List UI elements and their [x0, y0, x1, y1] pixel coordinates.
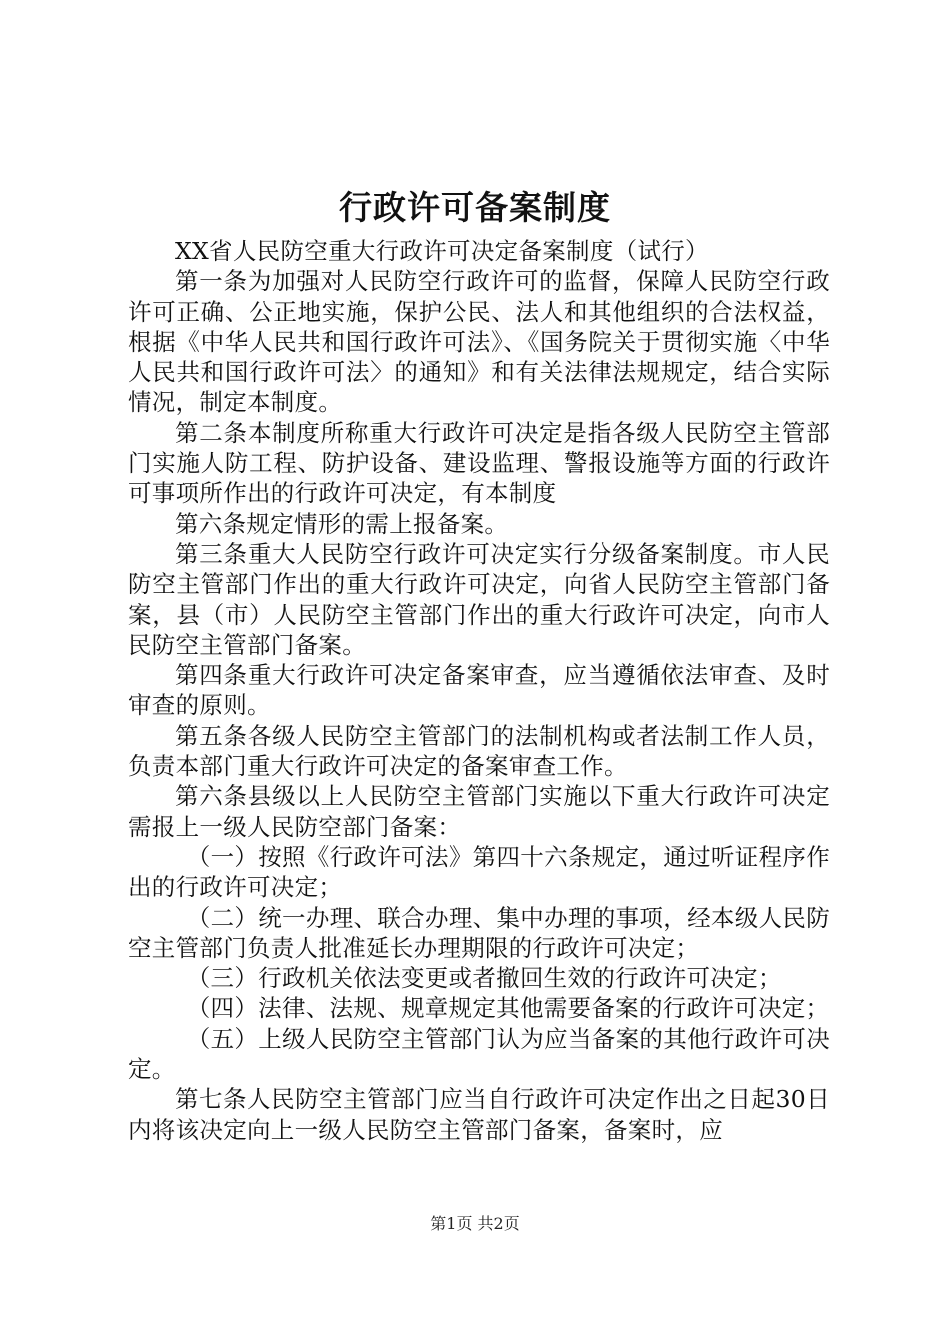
article-6-item-3: （三）行政机关依法变更或者撤回生效的行政许可决定；: [186, 964, 782, 993]
article-7-paragraph: 第七条人民防空主管部门应当自行政许可决定作出之日起30日内将该决定向上一级人民防空主管部门备案，备案时，应: [128, 1085, 830, 1144]
article-4-paragraph: 第四条重大行政许可决定备案审查，应当遵循依法审查、及时审查的原则。: [128, 661, 830, 720]
article-6-item-2: （二）统一办理、联合办理、集中办理的事项，经本级人民防空主管部门负责人批准延长办理期限的行政许可决定；: [128, 903, 830, 962]
article-3-paragraph: 第三条重大人民防空行政许可决定实行分级备案制度。市人民防空主管部门作出的重大行政许可决定，向省人民防空主管部门备案，县（市）人民防空主管部门作出的重大行政许可决定，向市人民防空主管部门备案。: [128, 539, 830, 659]
document-body: [128, 236, 830, 1145]
article-5-paragraph: 第五条各级人民防空主管部门的法制机构或者法制工作人员，负责本部门重大行政许可决定的备案审查工作。: [128, 721, 830, 781]
article-6-paragraph: 第六条县级以上人民防空主管部门实施以下重大行政许可决定需报上一级人民防空部门备案：: [128, 782, 830, 841]
article-6-item-1: （一）按照《行政许可法》第四十六条规定，通过听证程序作出的行政许可决定；: [128, 842, 830, 902]
article-6-item-4: （四）法律、法规、规章规定其他需要备案的行政许可决定；: [186, 994, 830, 1023]
article-6-item-5: （五）上级人民防空主管部门认为应当备案的其他行政许可决定。: [128, 1024, 830, 1084]
document-title: 行政许可备案制度: [339, 188, 611, 227]
article-2-paragraph: 第二条本制度所称重大行政许可决定是指各级人民防空主管部门实施人防工程、防护设备、建设监理、警报设施等方面的行政许可事项所作出的行政许可决定，有本制度: [128, 418, 830, 508]
page-footer: 第1页 共2页: [430, 1214, 520, 1233]
article-1-paragraph: 第一条为加强对人民防空行政许可的监督，保障人民防空行政许可正确、公正地实施，保护公民、法人和其他组织的合法权益，根据《中华人民共和国行政许可法》、《国务院关于贯彻实施〈中华人民共和国行政许可法〉的通知》和有关法律法规规定，结合实际情况，制定本制度。: [128, 267, 830, 417]
document-subtitle: XX省人民防空重大行政许可决定备案制度（试行）: [175, 237, 709, 265]
article-2-continuation: 第六条规定情形的需上报备案。: [175, 509, 509, 538]
